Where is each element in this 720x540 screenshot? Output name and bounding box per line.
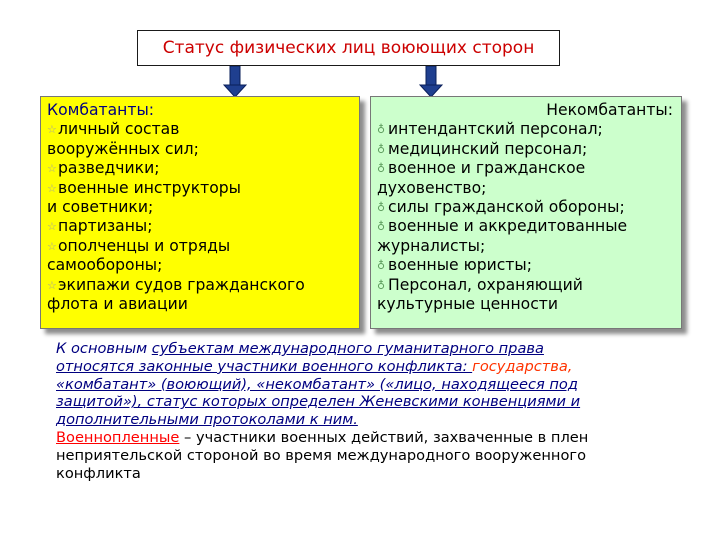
list-item: ☆партизаны; [47,217,153,236]
list-item: духовенство; [377,178,487,197]
pow-term: Военнопленные [56,428,180,446]
star-bullet-icon: ☆ [47,123,57,137]
combatants-panel [40,96,360,329]
list-item: ☆экипажи судов гражданского [47,275,305,294]
explanation-text [56,340,676,482]
leaf-bullet-icon: ♁ [377,278,386,292]
subjects-paragraph: К основным субъектам международного гуманитарного права относятся законные участники военного конфликта: государства, «комбатант» (воюющий), «некомбатант» («лицо, находящееся под защитой»), статус которых определен Женевскими конвенциями и дополнительными протоколами к ним. [56,340,581,429]
star-bullet-icon: ☆ [47,278,57,292]
list-item: и советники; [47,198,154,217]
leaf-bullet-icon: ♁ [377,142,386,156]
list-item: ♁ военные юристы; [377,256,532,275]
leaf-bullet-icon: ♁ [377,201,386,215]
star-bullet-icon: ☆ [47,239,57,253]
list-item: ☆военные инструкторы [47,178,241,197]
leaf-bullet-icon: ♁ [377,259,386,273]
list-item: ♁ силы гражданской обороны; [377,198,625,217]
noncombatants-heading: Некомбатанты: [546,101,673,119]
list-item: журналисты; [377,236,486,255]
list-item: культурные ценности [377,295,559,314]
star-bullet-icon: ☆ [47,162,57,176]
list-item: флота и авиации [47,295,188,314]
pow-paragraph: Военнопленные – участники военных действий, захваченные в плен неприятельской стороной во время международного вооруженного конфликта [56,428,589,482]
list-item: ♁ военное и гражданское [377,159,586,178]
list-item: ♁ Персонал, охраняющий [377,275,583,294]
star-bullet-icon: ☆ [47,220,57,234]
star-bullet-icon: ☆ [47,181,57,195]
list-item: вооружённых сил; [47,139,199,158]
diagram-title: Статус физических лиц воюющих сторон [137,30,560,66]
leaf-bullet-icon: ♁ [377,123,386,137]
noncombatants-panel [370,96,682,329]
combatants-heading: Комбатанты: [47,101,155,119]
list-item: ☆разведчики; [47,159,160,178]
arrow-to-combatants [223,66,247,98]
list-item: ☆ополченцы и отряды [47,236,231,255]
leaf-bullet-icon: ♁ [377,220,386,234]
list-item: ♁ медицинский персонал; [377,139,588,158]
list-item: ♁ военные и аккредитованные [377,217,628,236]
list-item: самообороны; [47,256,163,275]
list-item: ☆личный состав [47,120,180,139]
arrow-to-noncombatants [419,66,443,98]
list-item: ♁ интендантский персонал; [377,120,603,139]
leaf-bullet-icon: ♁ [377,162,386,176]
